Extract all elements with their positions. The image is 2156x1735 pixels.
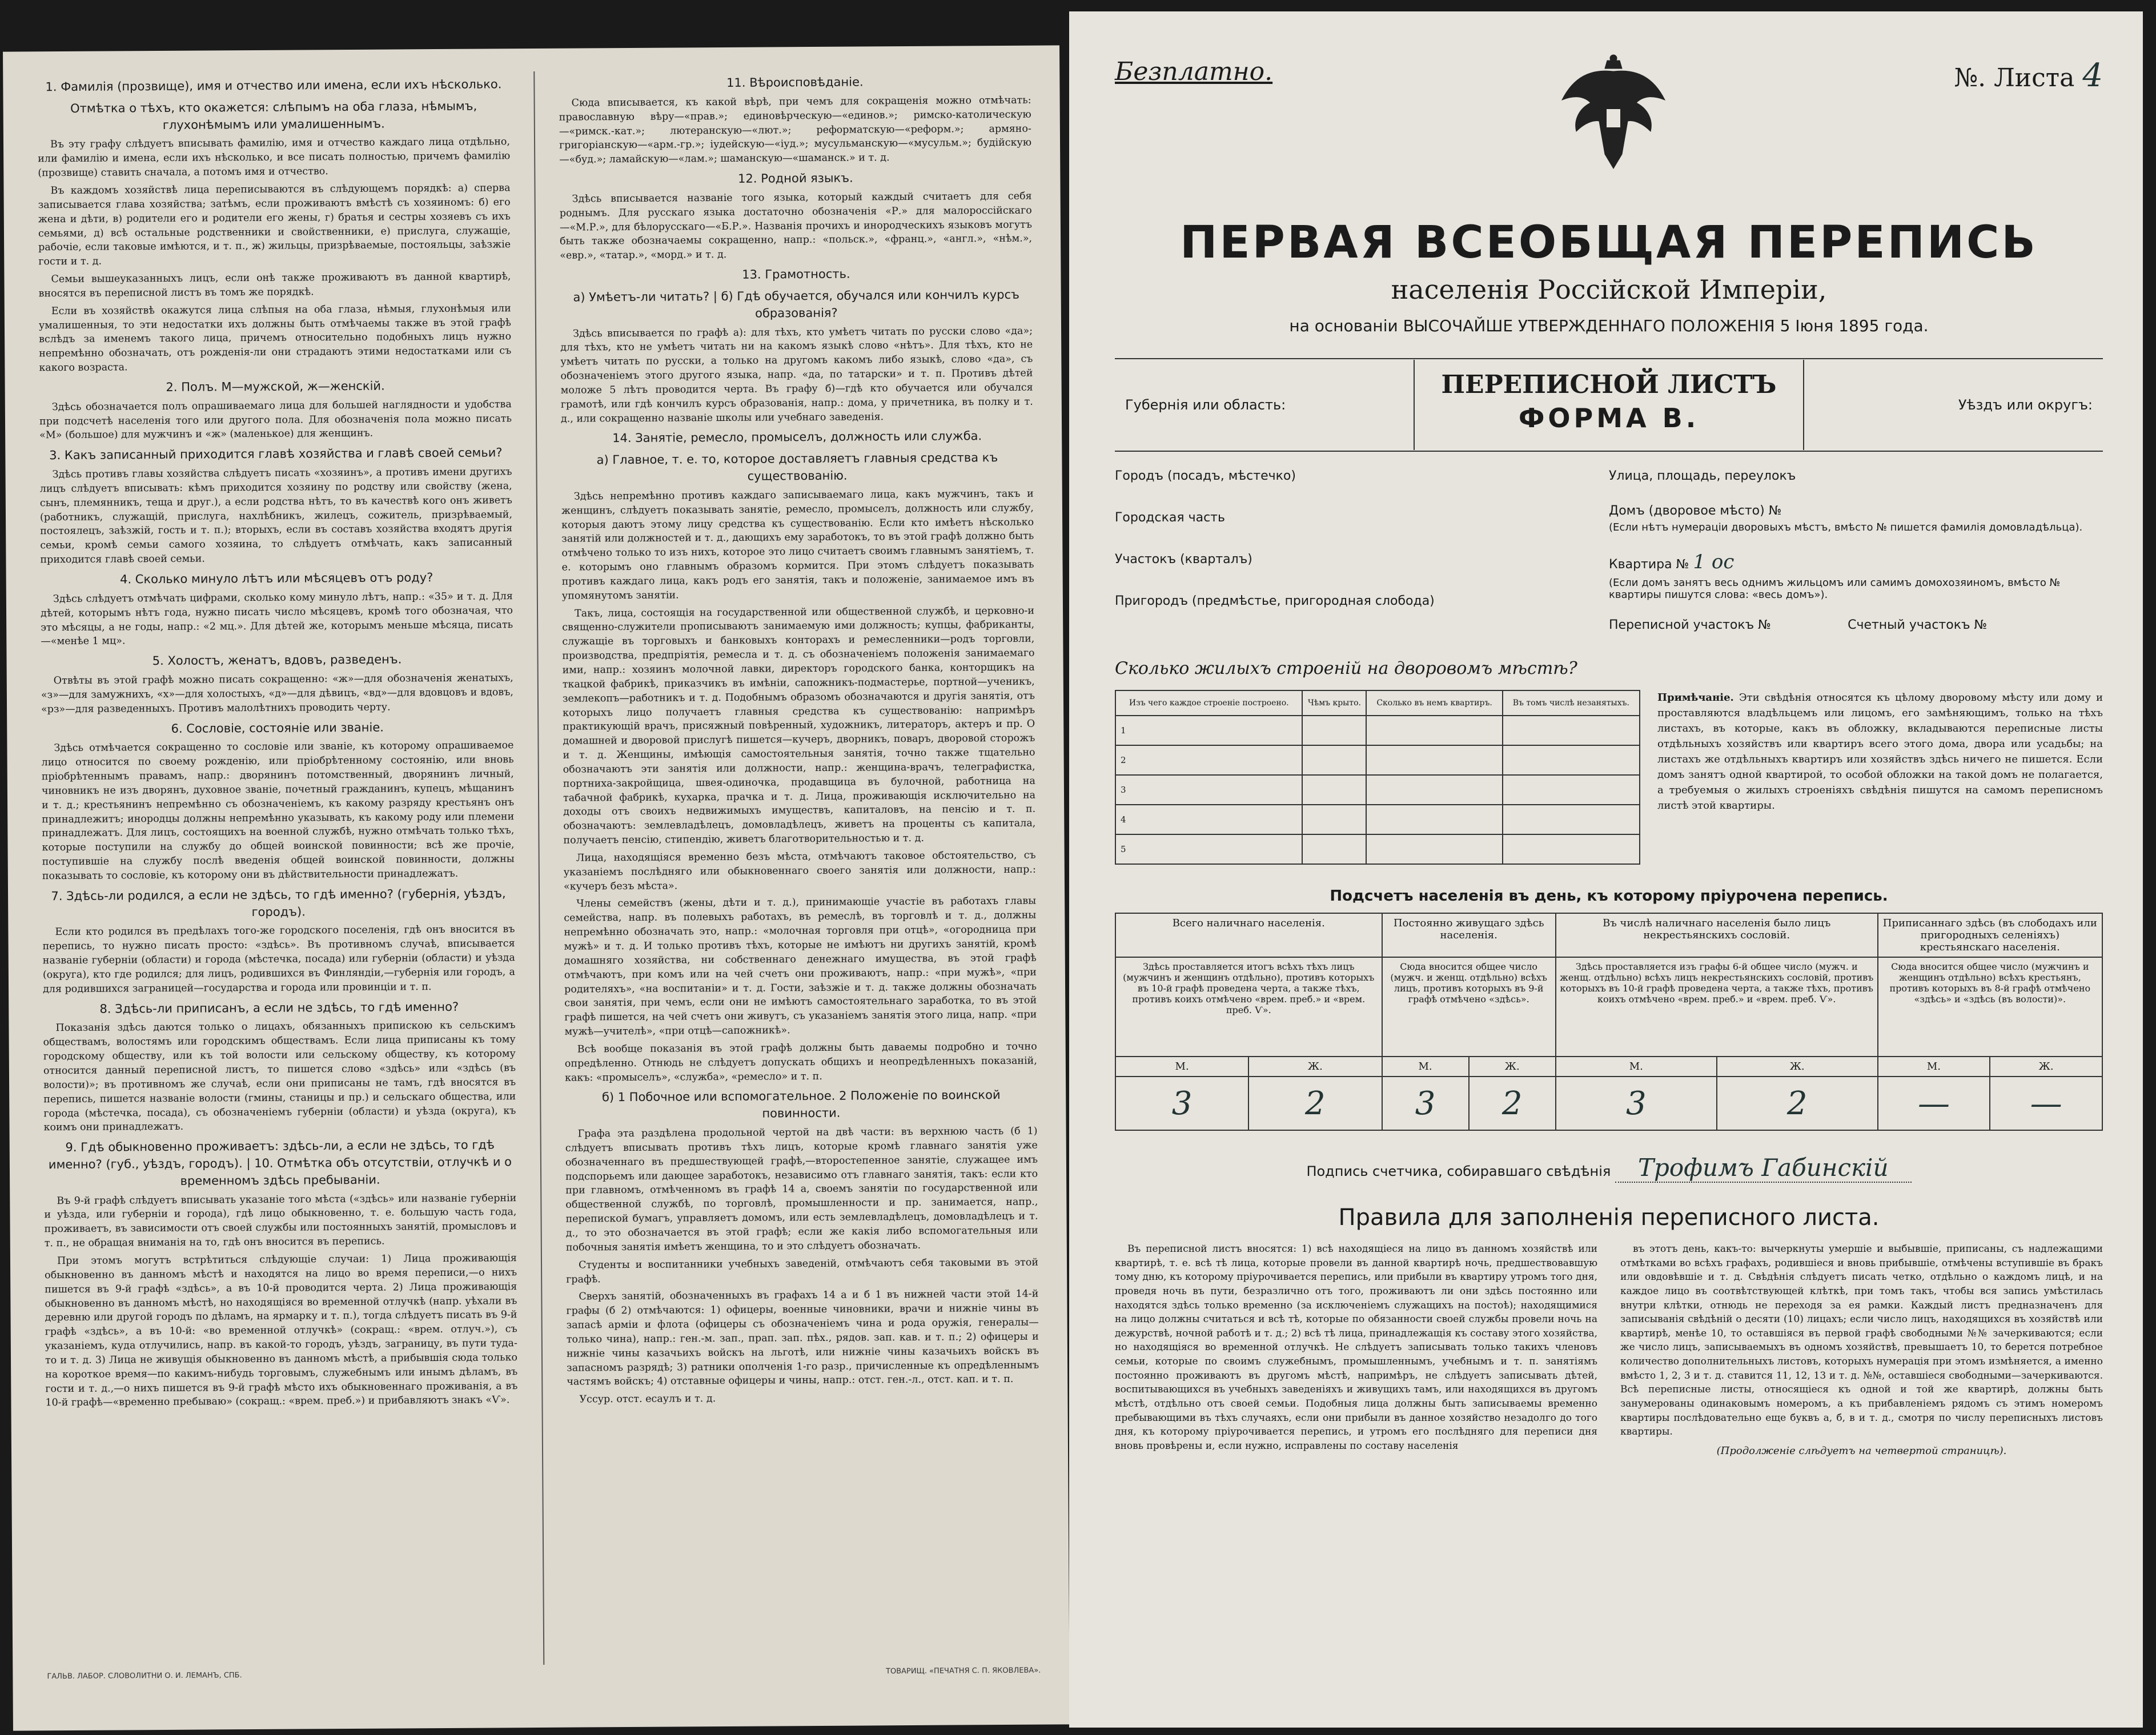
instructions-column-1 (37, 71, 519, 1668)
buildings-cell: 5 (1115, 834, 1302, 864)
population-count-value: 2 (1248, 1077, 1382, 1130)
instruction-paragraph: Здѣсь слѣдуетъ отмѣчать цифрами, сколько кому минуло лѣтъ, напр.: «35» и т. д. Для дѣтей, которымъ нѣтъ года, нужно писать число мѣсяцевъ, кромѣ того обозначая, что это мѣсяцы, а не годы, напр.: «2 мц.». Для дѣтей же, которымъ меньше мѣсяца, писать—«менѣе 1 мц». (40, 591, 513, 648)
instruction-paragraph: Здѣсь непремѣнно противъ каждаго записываемаго лица, какъ мужчинъ, такъ и женщинъ, слѣдуетъ показывать занятіе, ремесло, промыселъ, должность или службу, которыя даютъ этому лицу средства къ существованію. Если кто имѣетъ нѣсколько занятій или должностей и т. д., дающихъ ему заработокъ, то въ этой графѣ должно быть отмѣчено только то изъ нихъ, которое это лицо считаетъ своимъ главнымъ занятіемъ, т. е. которымъ оно главнымъ образомъ кормится. При этомъ слѣдуетъ показывать противъ каждаго лица, какъ родъ его занятія, такъ и положеніе, занимаемое имъ въ упомянутомъ занятіи. (561, 488, 1034, 602)
enumerator-signature (1115, 1154, 2103, 1182)
instruction-paragraph: Студенты и воспитанники учебныхъ заведеній, отмѣчаютъ себя таковыми въ этой графѣ. (566, 1256, 1039, 1286)
section-heading: б) 1 Побочное или вспомогательное. 2 Положеніе по воинской повинности. (601, 1088, 1001, 1120)
buildings-table (1115, 690, 1640, 865)
instruction-paragraph: Графа эта раздѣлена продольной чертой на двѣ части: въ верхнюю часть (б 1) слѣдуетъ вписывать противъ тѣхъ лицъ, которые кромѣ главнаго занятія уже обозначеннаго въ предшествующей графѣ,—второстепенное занятіе, служащее имъ подспорьемъ или дающее заработокъ, независимо отъ главнаго занятія, такъ: если кто при главномъ, отмѣченномъ въ графѣ 14 а, своемъ занятіи по государственной или общественной службѣ, по торговлѣ, промышленности и пр. занимается, напр., перепиской бумагъ, управляетъ домомъ, или есть землевладѣлецъ, домовладѣлецъ и т. д., то это обозначается въ этой графѣ; если же какія либо вспомогательныя или побочныя занятія имѣетъ женщина, то и это слѣдуетъ обозначать. (565, 1125, 1038, 1254)
house-note: (Если нѣтъ нумераціи дворовыхъ мѣстъ, вмѣсто № пишется фамилія домовладѣльца). (1609, 521, 2083, 533)
instruction-paragraph: Если кто родился въ предѣлахъ того-же городского поселенія, гдѣ онъ вносится въ перепись, то нужно писать просто: «здѣсь». Въ противномъ случаѣ, вписывается названіе губерніи (области) и города (мѣстечка, посада) или губерніи (области) и уѣзда (округа), кто где родился; для лицъ, родившихся въ Финляндіи,—губернія или городъ, а для родившихся заграницей—государства и города или провинціи и т. п. (42, 923, 515, 995)
rules-title: Правила для заполненія переписного листа. (1338, 1204, 1880, 1231)
buildings-cell: 4 (1115, 805, 1302, 834)
buildings-cell (1503, 775, 1640, 805)
buildings-cell (1366, 716, 1502, 745)
signature-handwritten: Трофимъ Габинскій (1615, 1154, 1912, 1183)
address-field-label: Участокъ (кварталъ) (1115, 552, 1252, 567)
section-heading: Отмѣтка о тѣхъ, кто окажется: слѣпымъ на оба глаза, нѣмымъ, глухонѣмымъ или умалишеннымъ. (70, 99, 477, 132)
instruction-paragraph: Семьи вышеуказанныхъ лицъ, если онѣ также проживаютъ въ данной квартирѣ, вносятся въ переписной листъ въ томъ же порядкѣ. (38, 271, 511, 300)
sex-column-label: М. (1382, 1057, 1469, 1077)
rules-column-2: въ этотъ день, какъ-то: вычеркнуты умершіе и выбывшіе, приписаны, съ надлежащими отмѣтками во всѣхъ графахъ, родившіеся и вновь прибывшіе, отмѣчены вступившіе въ бракъ или овдовѣвшіе и т. д. Свѣдѣнія слѣдуетъ писать четко, отдѣльно о каждомъ лицѣ, и на каждое лицо въ соотвѣтствующей клѣткѣ, при томъ такъ, чтобы вся запись умѣстилась внутри клѣтки, отнюдь не переходя за ея рамки. Каждый листъ предназначенъ для записыванія свѣдѣній о десяти (10) лицахъ; если число лицъ, находящихся въ хозяйствѣ или квартирѣ, менѣе 10, то оставшіяся въ первой графѣ свободными №№ зачеркиваются; если же число лицъ, записываемыхъ въ одномъ хозяйствѣ, превышаетъ 10, то берется потребное количество дополнительныхъ листовъ, которыхъ нумерація при этомъ измѣняется, а именно вмѣсто 1, 2, 3 и т. д. ставится 11, 12, 13 и т. д. №№, оставшіеся свободными—зачеркиваются. Всѣ переписные листы, относящіеся къ одной и той же квартирѣ, должны быть занумерованы одинаковымъ номеромъ, а къ прибавленіемъ рядомъ съ этимъ номеромъ квартиры послѣдовательно еще буквъ а, б, в и т. д., смотря по числу переписныхъ листовъ квартиры. (1620, 1243, 2103, 1438)
right-page (1069, 11, 2143, 1728)
section-heading: 1. Фамилія (прозвище), имя и отчество или имена, если ихъ нѣсколько. (45, 77, 502, 94)
buildings-row (1115, 745, 1640, 775)
section-heading: 4. Сколько минуло лѣтъ или мѣсяцевъ отъ роду? (119, 571, 433, 587)
instruction-paragraph: Показанія здѣсь даются только о лицахъ, обязанныхъ припискою къ сельскимъ обществамъ, волостямъ или городскимъ обществамъ. Если лица приписаны къ тому городскому обществу, или къ той волости или сельскому обществу, къ которому относится данный переписной листъ, то пишется слово «здѣсь» или «здѣсь (въ волости)»; въ противномъ же случаѣ, если они приписаны не тамъ, гдѣ вносятся въ перепись, пишется названіе волости (гмины, станицы и пр.) и сельскаго общества, или города (мѣстечка, посада), съ обозначеніемъ губерніи (области) и уѣзда (округа), къ коимъ они принадлежатъ. (43, 1019, 516, 1134)
form-header-row (1115, 358, 2103, 452)
buildings-cell (1302, 775, 1366, 805)
district-label: Уѣздъ или округъ: (1958, 397, 2093, 413)
buildings-row (1115, 716, 1640, 745)
sheet-number-handwritten: 4 (2082, 57, 2103, 94)
sex-column-label: Ж. (1990, 1057, 2102, 1077)
population-column-description: Здѣсь проставляется изъ графы 6-й общее число (мужч. и женщ. отдѣльно) всѣхъ лицъ некрестьянскихъ сословій, противъ которыхъ въ 10-й графѣ проведена черта, а также тѣхъ, противъ коихъ отмѣчено «врем. преб.» и «врем. преб. Ѵ». (1556, 957, 1878, 1057)
population-column-header: Всего наличнаго населенія. (1115, 913, 1382, 957)
instruction-paragraph: Если въ хозяйствѣ окажутся лица слѣпыя на оба глаза, нѣмыя, глухонѣмыя или умалишенныя, то эти недостатки ихъ должны быть отмѣчаемы также въ этой графѣ вслѣдъ за именемъ такого лица, причемъ относительно подобныхъ лицъ нужно непремѣнно обозначать, отъ рожденія-ли они страдаютъ этими недостатками или съ какого возраста. (38, 302, 512, 374)
instruction-paragraph: Члены семействъ (жены, дѣти и т. д.), принимающіе участіе въ работахъ главы семейства, напр. въ полевыхъ работахъ, въ ремеслѣ, въ торговлѣ и т. д., должны непремѣнно обозначать это, напр.: «молочная торговля при отцѣ», «огородница при мужѣ» и т. д. И только противъ тѣхъ, которые не имѣютъ ни другихъ занятій, кромѣ домашняго хозяйства, ни собственнаго денежнаго имущества, въ этой графѣ отмѣчаютъ, при комъ или на чей счетъ они проживаютъ, напр.: «при мужѣ», «при родителяхъ», «на воспитаніи» и т. д. Гости, заѣзжіе и т. д. также должны обозначать свои занятія, при чемъ, если они не имѣютъ самостоятельнаго заработка, то въ этой графѣ пишется, на чей счетъ они живутъ, съ указаніемъ занятія этого лица, напр. «при мужѣ—учителѣ», «при отцѣ—сапожникѣ». (564, 895, 1037, 1038)
address-field-label: Городъ (посадъ, мѣстечко) (1115, 469, 1296, 483)
apartment-note: (Если домъ занятъ весь однимъ жильцомъ или самимъ домохозяиномъ, вмѣсто № квартиры пишутся слова: «весь домъ»). (1609, 577, 2061, 601)
buildings-note (1657, 690, 2103, 865)
free-label: Безплатно. (1115, 57, 1273, 86)
population-count-title: Подсчетъ населенія въ день, къ которому пріурочена перепись. (1330, 887, 1888, 905)
section-heading: 13. Грамотность. (742, 267, 850, 282)
buildings-cell (1302, 834, 1366, 864)
buildings-cell (1366, 775, 1502, 805)
apartment-handwritten: 1 ос (1693, 551, 1735, 573)
form-title-box (1414, 360, 1804, 450)
address-block (1115, 469, 2103, 653)
instructions-column-2 (559, 69, 1041, 1665)
buildings-row (1115, 834, 1640, 864)
address-left (1115, 469, 1609, 653)
buildings-cell (1366, 805, 1502, 834)
sex-column-label: Ж. (1469, 1057, 1556, 1077)
header-row (1115, 46, 2103, 200)
section-heading: 11. Вѣроисповѣданіе. (726, 75, 864, 90)
buildings-column-header: Чѣмъ крыто. (1302, 690, 1366, 716)
section-heading: а) Умѣетъ-ли читать? | б) Гдѣ обучается, обучался или кончилъ курсъ образованія? (573, 287, 1019, 320)
buildings-cell (1503, 805, 1640, 834)
rules-text (1115, 1242, 2103, 1459)
legal-basis: на основаніи ВЫСОЧАЙШЕ УТВЕРЖДЕННАГО ПОЛОЖЕНІЯ 5 Іюня 1895 года. (1289, 316, 1929, 335)
population-count-value: 3 (1556, 1077, 1717, 1130)
buildings-cell (1503, 834, 1640, 864)
instruction-paragraph: Такъ, лица, состоящія на государственной или общественной службѣ, и церковно-и священно-служители прописываютъ занимаемую ими должность; купцы, фабриканты, служащіе въ торговыхъ и банковыхъ конторахъ и ремесленники—родъ торговли, производства, предпріятія, ремесла и т. д. съ обозначеніемъ положенія занимаемаго ими, напр.: хозяинъ молочной лавки, директоръ городского банка, конторщикъ на ткацкой фабрикѣ, приказчикъ въ имѣніи, сапожникъ-подмастерье, портной—ученикъ, землекопъ—работникъ и т. д. Подобнымъ образомъ обозначаются и другія занятія, отъ которыхъ лицо получаетъ главныя средства къ существованію: напримѣръ практикующій врачъ, присяжный повѣренный, художникъ, литераторъ, актеръ и пр. О домашней и дворовой прислугѣ пишется—кучеръ, дворникъ, поваръ, дворовой сторожъ и т. д. Женщины, имѣющія самостоятельныя занятія, точно также тщательно обозначаютъ эти занятія или должности, напр.: женщина-врачъ, телеграфистка, портниха-закройщица, швея-одиночка, продавщица въ булочной, работница на табачной фабрикѣ, кухарка, прачка и т. д. Лица, проживающія исключительно на доходы отъ своихъ недвижимыхъ имуществъ, капиталовъ, на пенсію и т. п. обозначаютъ: землевладѣлецъ, домовладѣлецъ, живетъ на проценты съ капитала, получаетъ пенсію, стипендію, живетъ благотворительностью и т. д. (562, 605, 1036, 846)
instruction-paragraph: Здѣсь вписывается названіе того языка, который каждый считаетъ для себя роднымъ. Для русскаго языка достаточно обозначенія «Р.» для малороссійскаго—«М.Р.», для бѣлорусскаго—«Б.Р.». Названія прочихъ и инородческихъ языковъ могутъ быть также обозначаемы сокращенно, напр.: «польск.», «франц.», «англ.», «нѣм.», «евр.», «татар.», «морд.» и т. д. (559, 190, 1033, 262)
sex-column-label: Ж. (1717, 1057, 1878, 1077)
section-heading: 6. Сословіе, состояніе или званіе. (171, 720, 384, 736)
section-heading: 7. Здѣсь-ли родился, а если не здѣсь, то гдѣ именно? (губернія, уѣздъ, городъ). (51, 886, 506, 919)
district-numbers (1609, 618, 2103, 632)
buildings-cell: 3 (1115, 775, 1302, 805)
population-count-table (1115, 913, 2103, 1131)
apartment-field (1609, 551, 2103, 573)
note-title: Примѣчаніе. (1657, 692, 1734, 704)
instruction-paragraph: Сверхъ занятій, обозначенныхъ въ графахъ 14 а и б 1 въ нижней части этой 14-й графы (б 2) отмѣчаются: 1) офицеры, военные чиновники, врачи и нижніе чины въ запасѣ арміи и флота (офицеры съ обозначеніемъ чина и рода оружія, генералы—только чина), напр.: ген.-м. зап., прап. зап. пѣх., рядов. зап. кав. и т. п.; 2) офицеры и нижніе чины казачьихъ войскъ на льготѣ, или нижніе чины казачьихъ войскъ въ запасномъ разрядѣ; 3) ратники ополченія 1-го разр., причисленные къ опредѣленнымъ частямъ войскъ; 4) отставные офицеры и чины, напр.: отст. ген.-л., отст. кап. и т. п. (566, 1288, 1039, 1388)
sheet-number-label: №. Листа (1954, 63, 2075, 93)
buildings-cell: 2 (1115, 745, 1302, 775)
instruction-paragraph: Въ эту графу слѣдуетъ вписывать фамилію, имя и отчество каждаго лица отдѣльно, или фамилію и имена, если ихъ нѣсколько, и все писать полностью, причемъ фамилію (прозвище) ставить сначала, а потомъ имя и отчество. (38, 136, 511, 179)
instruction-paragraph: Въ 9-й графѣ слѣдуетъ вписывать указаніе того мѣста («здѣсь» или названіе губерніи и уѣзда, или губерніи и города), гдѣ лицо обыкновенно, т. е. большую часть года, проживаетъ, въ зависимости отъ своей службы или постоянныхъ занятій, промысловъ и т. п., не обращая вниманія на то, гдѣ онъ вносится въ перепись. (44, 1192, 517, 1250)
buildings-cell (1302, 745, 1366, 775)
population-column-description: Сюда вносится общее число (мужчинъ и женщинъ отдѣльно) всѣхъ крестьянъ, противъ которыхъ въ 8-й графѣ отмѣчено «здѣсь» и «здѣсь (въ волости)». (1878, 957, 2102, 1057)
address-right (1609, 469, 2103, 653)
signature-label: Подпись счетчика, собиравшаго свѣдѣнія (1306, 1163, 1611, 1179)
instruction-paragraph: Здѣсь противъ главы хозяйства слѣдуетъ писать «хозяинъ», а противъ имени другихъ лицъ слѣдуетъ вписывать: кѣмъ приходится хозяину по родству или свойству (жена, сынъ, племянникъ, теща и друг.), а если родства нѣтъ, то въ качествѣ кого онъ живетъ (работникъ, служащій, прислуга, нахлѣбникъ, жилецъ, сожитель, призрѣваемый, постоялецъ, заѣзжій, гость и т. п.); вторыхъ, если въ составъ хозяйства входятъ другія семьи, кромѣ семьи самого хозяина, то слѣдуетъ отмѣчать, какъ записанный приходится главѣ своей семьи. (39, 466, 513, 566)
buildings-cell (1503, 745, 1640, 775)
census-district-label: Переписной участокъ № (1609, 618, 1772, 632)
buildings-cell (1302, 716, 1366, 745)
population-count-value: 3 (1115, 1077, 1248, 1130)
instruction-paragraph: Въ каждомъ хозяйствѣ лица переписываются въ слѣдующемъ порядкѣ: а) сперва записывается глава хозяйства; затѣмъ, если проживаютъ вмѣстѣ съ хозяиномъ: б) его жена и дѣти, в) родители его и родители его жены, г) братья и сестры хозяевъ съ ихъ семьями, д) всѣ остальные родственники и свойственники, е) прислуга, служащіе, рабочіе, если таковые имѣются, и т. п., ж) жильцы, призрѣваемые, постояльцы, заѣзжіе гости и т. д. (38, 182, 511, 268)
population-count-value: 3 (1382, 1077, 1469, 1130)
section-heading: 9. Гдѣ обыкновенно проживаетъ: здѣсь-ли, а если не здѣсь, то гдѣ именно? (губ., уѣздъ, городъ). | 10. Отмѣтка объ отсутствіи, отлучкѣ и о временномъ здѣсь пребываніи. (48, 1138, 512, 1188)
buildings-cell (1302, 805, 1366, 834)
printer-right: ТОВАРИЩ. «ПЕЧАТНЯ С. П. ЯКОВЛЕВА». (886, 1666, 1041, 1676)
instruction-paragraph: Отвѣты въ этой графѣ можно писать сокращенно: «ж»—для обозначенія женатыхъ, «з»—для замужнихъ, «х»—для холостыхъ, «д»—для дѣвицъ, «вд»—для вдовцовъ и вдовъ, «рз»—для разведенныхъ. Противъ малолѣтнихъ проводить черту. (41, 672, 513, 715)
column-divider (533, 71, 544, 1665)
population-column-header: Приписаннаго здѣсь (въ слободахъ или пригородныхъ селеніяхъ) крестьянскаго населенія. (1878, 913, 2102, 957)
instruction-paragraph: Сюда вписывается, къ какой вѣрѣ, при чемъ для сокращенія можно отмѣчать: православную вѣру—«прав.»; единовѣрческую—«единов.»; римско-католическую—«римск.-кат.»; лютеранскую—«лют.»; реформатскую—«реформ.»; армяно-григоріанскую—«арм.-гр.»; іудейскую—«іуд.»; мусульманскую—«мусульм.»; будійскую—«буд.»; ламайскую—«лам.»; шаманскую—«шаманск.» и т. д. (559, 94, 1032, 166)
instruction-paragraph: Лица, находящіяся временно безъ мѣста, отмѣчаютъ таковое обстоятельство, съ указаніемъ послѣдняго или обыкновеннаго своего занятія или должности, напр.: «кучеръ безъ мѣста». (563, 849, 1036, 893)
population-column-header: Постоянно живущаго здѣсь населенія. (1382, 913, 1556, 957)
count-district-label: Счетный участокъ № (1848, 618, 1988, 632)
instruction-paragraph: Всѣ вообще показанія въ этой графѣ должны быть даваемы подробно и точно опредѣленно. Отнюдь не слѣдуетъ допускать общихъ и неопредѣленныхъ показаній, какъ: «промыселъ», «служба», «ремесло» и т. п. (564, 1041, 1037, 1084)
population-column-description: Сюда вносится общее число (мужч. и женщ. отдѣльно) всѣхъ лицъ, противъ которыхъ въ 9-й графѣ отмѣчено «здѣсь». (1382, 957, 1556, 1057)
sex-column-label: М. (1556, 1057, 1717, 1077)
house-field: Домъ (дворовое мѣсто) № (1609, 504, 1782, 518)
rules-column-1: Въ переписной листъ вносятся: 1) всѣ находящіеся на лицо въ данномъ хозяйствѣ или квартирѣ, т. е. всѣ тѣ лица, которые провели въ данной квартирѣ ночь, предшествовавшую тому дню, къ которому пріурочивается перепись, или прибыли въ квартиру утромъ того дня, проведя ночь въ пути, безразлично отъ того, проживаютъ ли они здѣсь постоянно или находятся здѣсь только временно (за исключеніемъ служащихъ на постоѣ); находящимися на лицо должны считаться и всѣ тѣ, которые по обязанности своей службы провели ночь на дежурствѣ, ночной работѣ и т. д.; 2) всѣ тѣ лица, принадлежащія къ составу этого хозяйства, но находящіяся во временной отлучкѣ. Не слѣдуетъ записывать только такихъ членовъ семьи, которые по своимъ служебнымъ, промышленнымъ, учебнымъ и т. п. занятіямъ постоянно проживаютъ въ другомъ мѣстѣ, напримѣръ, не слѣдуетъ записывать дѣтей, воспитывающихся въ учебныхъ заведеніяхъ и живущихъ тамъ, или находящихся въ другомъ мѣстѣ, отдѣльно отъ своей семьи. Подобныя лица должны быть записываемы временно пребывающими въ тѣхъ случаяхъ, если они прибыли въ данное хозяйство незадолго до того дня, къ которому пріурочивается перепись, и утромъ его послѣдняго для переписи дня вновь провѣрены и, если нужно, исправлены по составу населенія (1115, 1243, 1597, 1452)
buildings-row (1115, 775, 1640, 805)
buildings-cell (1366, 745, 1502, 775)
population-column-header: Въ числѣ наличнаго населенія было лицъ некрестьянскихъ сословій. (1556, 913, 1878, 957)
population-count-value: — (1878, 1077, 1990, 1130)
section-heading: а) Главное, т. е. то, которое доставляетъ главныя средства къ существованію. (596, 451, 998, 483)
buildings-section (1115, 690, 2103, 865)
province-label: Губернія или область: (1125, 397, 1286, 413)
buildings-cell (1366, 834, 1502, 864)
continued-note: (Продолженіе слѣдуетъ на четвертой страницѣ). (1716, 1444, 2007, 1457)
address-field-label: Городская часть (1115, 511, 1225, 525)
population-column-description: Здѣсь проставляется итогъ всѣхъ тѣхъ лицъ (мужчинъ и женщинъ отдѣльно), противъ которыхъ въ 10-й графѣ проведена черта, а также тѣхъ, противъ коихъ отмѣчено «врем. преб.» и «врем. преб. Ѵ». (1115, 957, 1382, 1057)
instruction-paragraph: Уссур. отст. есаулъ и т. д. (579, 1393, 716, 1405)
sex-column-label: Ж. (1248, 1057, 1382, 1077)
section-heading: 2. Полъ. М—мужской, ж—женскій. (166, 379, 385, 394)
buildings-row (1115, 805, 1640, 834)
section-heading: 5. Холостъ, женатъ, вдовъ, разведенъ. (152, 652, 402, 668)
sex-column-label: М. (1878, 1057, 1990, 1077)
sheet-number (1954, 57, 2103, 94)
population-count-value: — (1990, 1077, 2102, 1130)
population-count-value: 2 (1469, 1077, 1556, 1130)
census-title: ПЕРВАЯ ВСЕОБЩАЯ ПЕРЕПИСЬ (1180, 217, 2038, 268)
instruction-paragraph: Здѣсь отмѣчается сокращенно то сословіе или званіе, къ которому опрашиваемое лицо относится по своему рожденію, или пріобрѣтенному состоянію, или вновь пріобрѣтеннымъ правамъ, напр.: дворянинъ потомственный, дворянинъ личный, чиновникъ не изъ дворянъ, духовное званіе, почетный гражданинъ, купецъ, мѣщанинъ и т. д.; крестьянинъ непремѣнно съ обозначеніемъ, къ какому разряду крестьянъ онъ принадлежитъ; инородцы должны непремѣнно указывать, къ какому роду или племени принадлежатъ. Для лицъ, состоящихъ на военной службѣ, нужно отмѣчать только тѣхъ, которые поступили на службу до общей воинской повинности; всѣ же прочіе, поступившіе на службу послѣ введенія общей воинской повинности, должны показывать то сословіе, къ которому они въ дѣйствительности принадлежатъ. (41, 740, 515, 882)
sex-column-label: М. (1115, 1057, 1248, 1077)
note-text: Эти свѣдѣнія относятся къ цѣлому дворовому мѣсту или дому и проставляются владѣльцемъ или лицомъ, его замѣняющимъ, только на тѣхъ листахъ, въ которые, какъ въ обложку, вкладываются переписные листы отдѣльныхъ хозяйствъ или квартиръ всего этого дома, двора или усадьбы; на листахъ же отдѣльныхъ квартиръ или хозяйствъ здѣсь ничего не пишется. Если домъ занятъ одной квартирой, то особой обложки на такой домъ не полагается, а требуемыя о жилыхъ строеніяхъ свѣдѣнія пишутся на самомъ переписномъ листѣ этой квартиры. (1657, 692, 2103, 812)
buildings-column-header: Въ томъ числѣ незанятыхъ. (1503, 690, 1640, 716)
section-heading: 14. Занятіе, ремесло, промыселъ, должность или служба. (612, 429, 982, 445)
printer-imprint (47, 1666, 1041, 1681)
street-field: Улица, площадь, переулокъ (1609, 469, 1796, 483)
section-heading: 3. Какъ записанный приходится главѣ хозяйства и главѣ своей семьи? (49, 445, 503, 463)
population-count-value: 2 (1717, 1077, 1878, 1130)
buildings-cell (1503, 716, 1640, 745)
apartment-label: Квартира № (1609, 557, 1689, 572)
instruction-paragraph: При этомъ могутъ встрѣтиться слѣдующіе случаи: 1) Лица проживающія обыкновенно въ данномъ мѣстѣ и находятся на лицо во время переписи,—о нихъ пишется въ 9-й графѣ «здѣсь», а въ 10-й проводится черта. 2) Лица проживающія обыкновенно въ данномъ мѣстѣ, но находящіяся во временной отлучкѣ (напр. уѣхали въ деревню или другой городъ по дѣламъ, на ярмарку и т. п.), тогда слѣдуетъ писать въ 9-й графѣ «здѣсь», а въ 10-й: «во временной отлучкѣ» (сокращ.: «врем. отлуч.»), съ указаніемъ, куда отлучились, напр. въ какой-то городъ, уѣздъ, заграницу, въ пути туда-то и т. д. 3) Лица не живущія обыкновенно въ данномъ мѣстѣ, а прибывшія сюда только на короткое время—по какимъ-нибудь торговымъ, служебнымъ или инымъ дѣламъ, въ гости и т. д.,—о нихъ пишется въ 9-й графѣ мѣсто ихъ обыкновеннаго проживанія, а въ 10-й графѣ—«временно пребываю» (сокращ.: «врем. преб.») и прибавляютъ знакъ «Ѵ». (45, 1252, 518, 1409)
section-heading: 8. Здѣсь-ли приписанъ, а если не здѣсь, то гдѣ именно? (99, 999, 459, 1016)
form-title: ПЕРЕПИСНОЙ ЛИСТЪ (1441, 370, 1777, 399)
census-subtitle: населенія Россійской Имперіи, (1391, 274, 1827, 305)
dwelling-question: Сколько жилыхъ строеній на дворовомъ мѣстѣ? (1115, 658, 1577, 678)
buildings-column-header: Сколько въ немъ квартиръ. (1366, 690, 1502, 716)
section-heading: 12. Родной языкъ. (738, 171, 853, 186)
form-letter: ФОРМА В. (1518, 403, 1700, 433)
instruction-paragraph: Здѣсь вписывается по графѣ а): для тѣхъ, кто умѣетъ читать по русски слово «да»; для тѣхъ, кто не умѣетъ читать ни на какомъ языкѣ слово «нѣтъ». Для тѣхъ, кто не умѣетъ читать по русски, а только на другомъ какомъ либо языкѣ, слово «да», съ обозначеніемъ этого другого языка, напр. «да, по татарски» и т. п. Противъ дѣтей моложе 5 лѣтъ проводится черта. Въ графу б)—гдѣ кто обучается или обучался грамотѣ, или гдѣ кончилъ курсъ образованія, напр.: дома, у причетника, въ полку и т. д., или сокращенно названіе школы или учебнаго заведенія. (560, 325, 1033, 425)
left-page (3, 45, 1070, 1730)
buildings-column-header: Изъ чего каждое строеніе построено. (1115, 690, 1302, 716)
address-field-label: Пригородъ (предмѣстье, пригородная слобода) (1115, 594, 1435, 608)
double-headed-eagle-icon (1551, 46, 1676, 177)
buildings-cell: 1 (1115, 716, 1302, 745)
printer-left: ГАЛЬВ. ЛАБОР. СЛОВОЛИТНИ О. И. ЛЕМАНЪ, СПБ. (47, 1671, 242, 1681)
instruction-paragraph: Здѣсь обозначается полъ опрашиваемаго лица для большей наглядности и удобства при подсчетѣ населенія того или другого пола. Для обозначенія пола можно писать «М» (большое) для мужчинъ и «ж» (маленькое) для женщинъ. (39, 398, 512, 441)
